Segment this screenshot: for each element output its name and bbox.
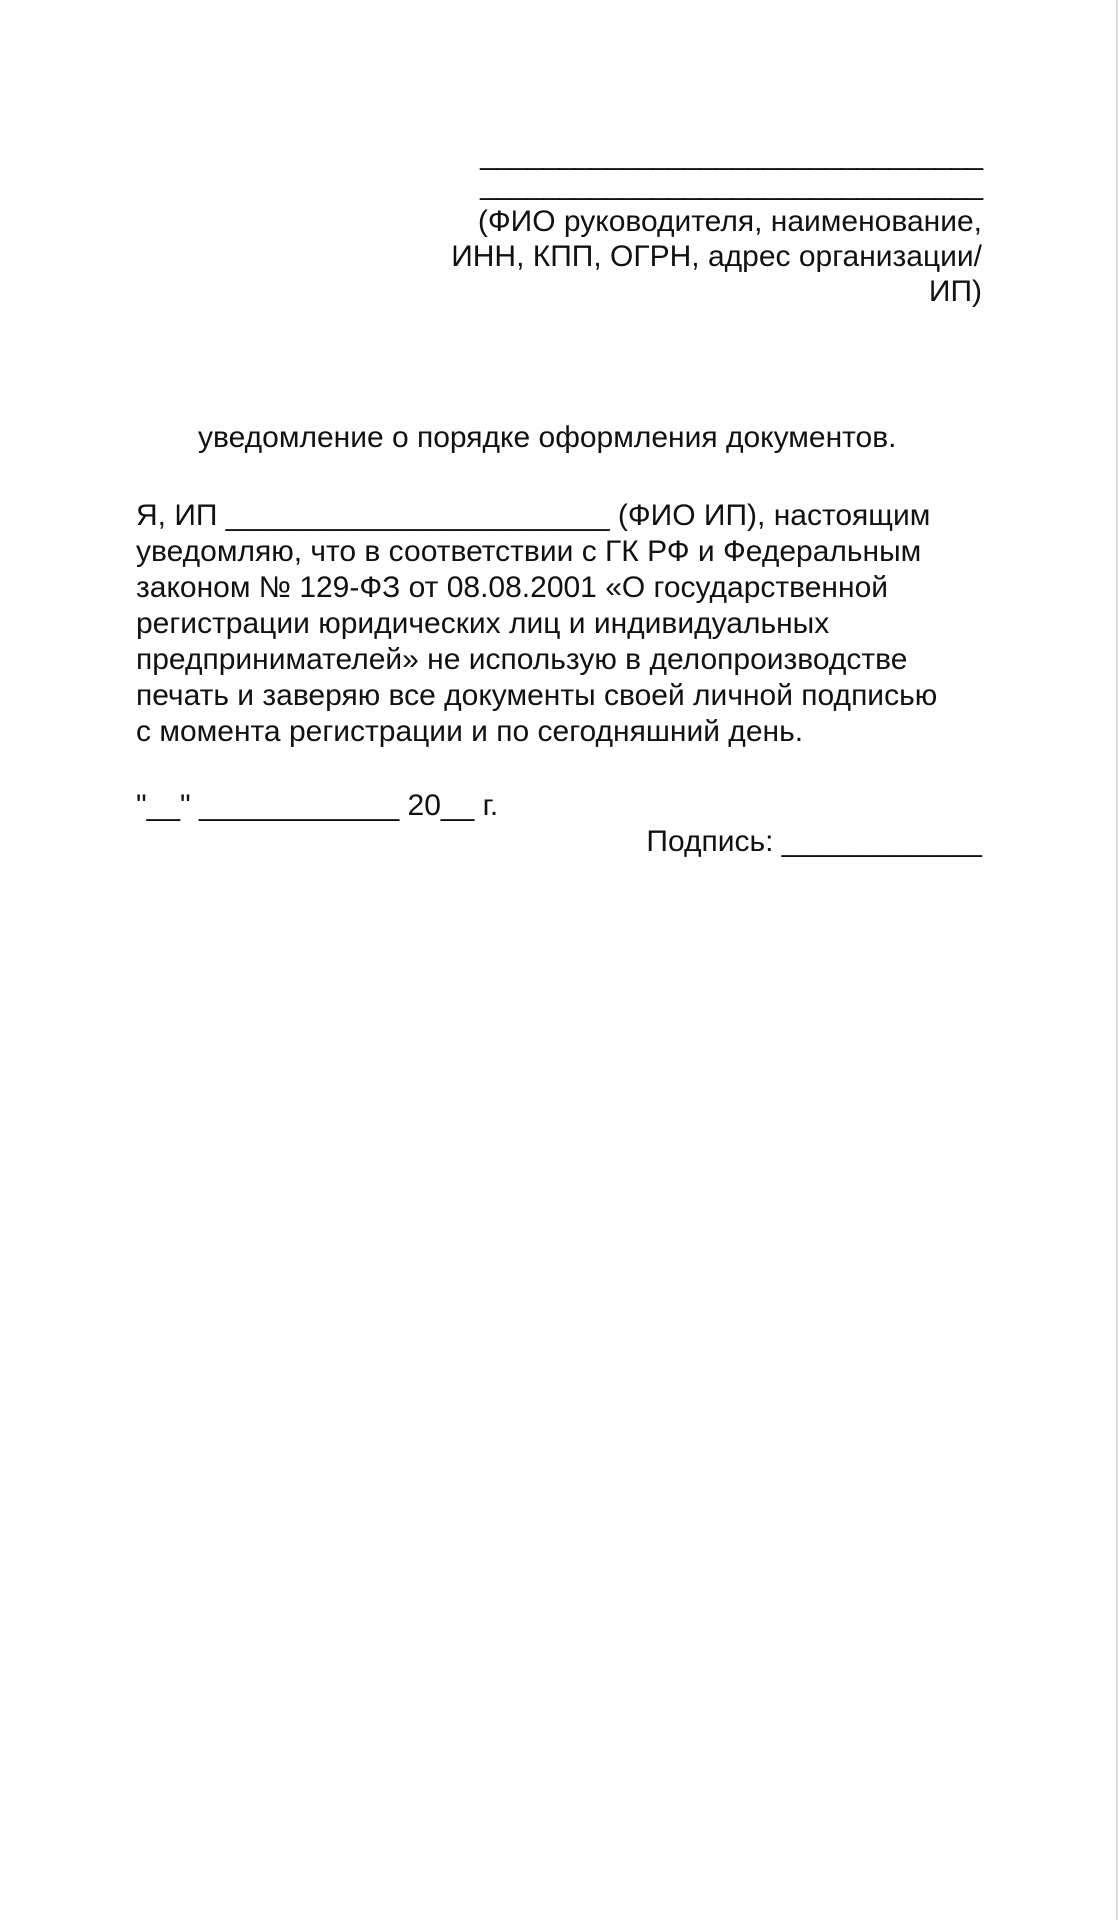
body-line-5: предпринимателей» не использую в делопроизводстве [136, 643, 908, 676]
recipient-blank-line-1: ________________________________ [480, 138, 982, 171]
recipient-blank-line-2: ________________________________ [480, 168, 982, 201]
signature-field-line: Подпись: ____________ [646, 825, 982, 858]
date-field-line: "__" ____________ 20__ г. [136, 789, 499, 822]
body-line-1: Я, ИП _______________________ (ФИО ИП), настоящим [136, 499, 931, 532]
body-line-3: законом № 129-ФЗ от 08.08.2001 «О государственной [136, 571, 889, 604]
document-title: уведомление о порядке оформления документов. [198, 421, 897, 454]
recipient-note-line-1: (ФИО руководителя, наименование, [477, 205, 982, 238]
body-line-4: регистрации юридических лиц и индивидуальных [136, 607, 830, 640]
body-line-7: с момента регистрации и по сегодняшний день. [136, 715, 804, 748]
body-line-6: печать и заверяю все документы своей личной подписью [136, 679, 938, 712]
recipient-note-line-2: ИНН, КПП, ОГРН, адрес организации/ИП) [451, 240, 982, 308]
notice-body [136, 498, 996, 750]
body-line-2: уведомляю, что в соответствии с ГК РФ и Федеральным [136, 535, 922, 568]
recipient-note [422, 204, 982, 309]
recipient-header [422, 140, 982, 309]
